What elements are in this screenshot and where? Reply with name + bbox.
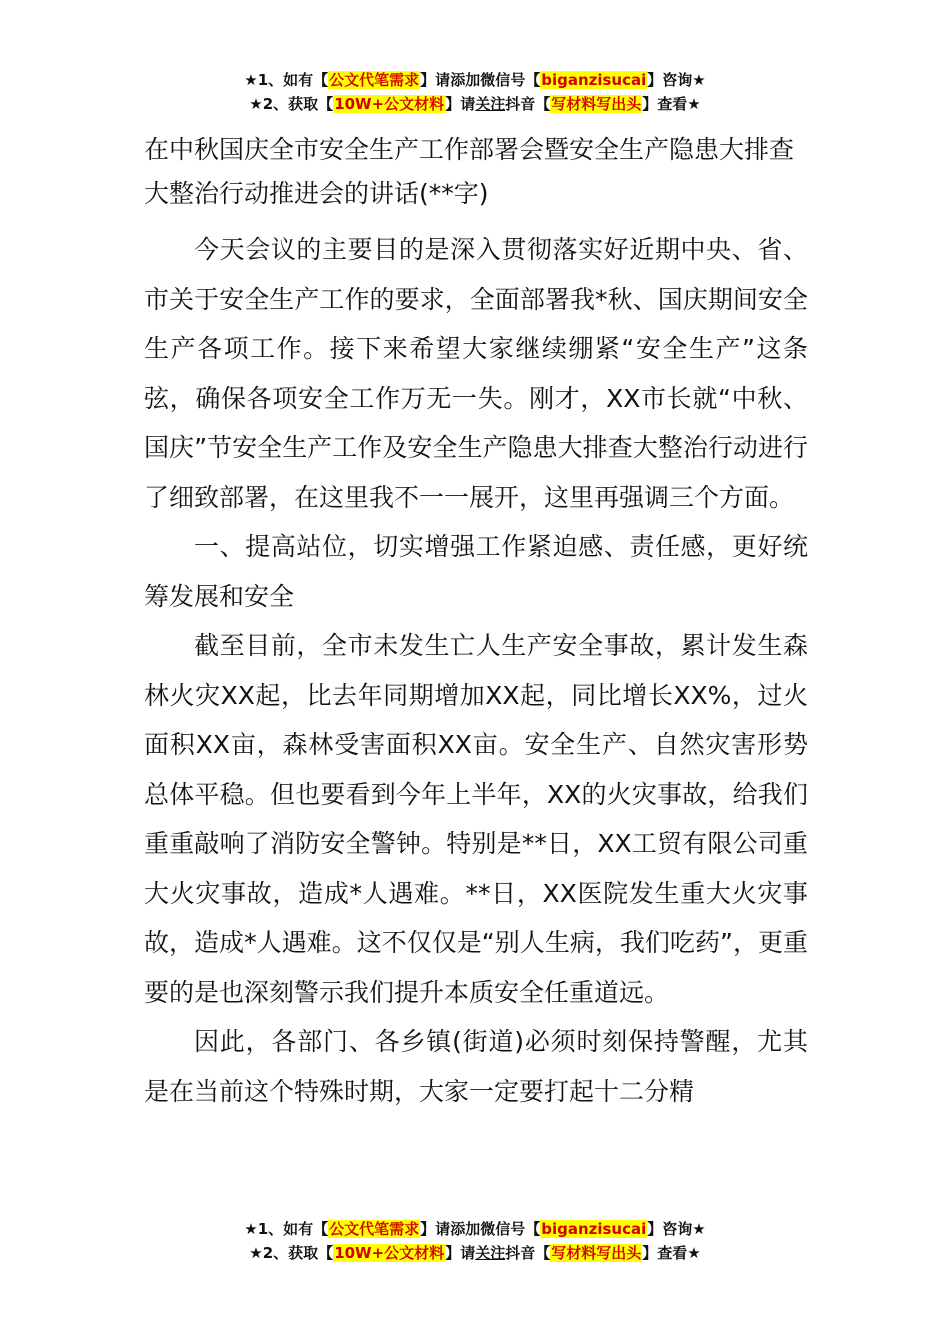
promo-text: ★2、获取【 (249, 95, 334, 113)
promo-emphasis: 添加 (450, 71, 481, 89)
promo-highlight: 公文代笔需求 (329, 71, 420, 89)
promo-text: 抖音【 (505, 95, 551, 113)
paragraph-therefore: 因此，各部门、各乡镇(街道)必须时刻保持警醒，尤其是在当前这个特殊时期，大家一定要打起十二分精 (144, 1027, 808, 1106)
promo-text: 】请 (420, 71, 451, 89)
promo-text: 】请 (420, 1220, 451, 1238)
promo-line-1 (0, 1217, 950, 1241)
section-heading-1: 一、提高站位，切实增强工作紧迫感、责任感，更好统筹发展和安全 (144, 532, 808, 611)
promo-banner-bottom (0, 1217, 950, 1265)
promo-banner-top (0, 68, 950, 116)
promo-emphasis: 添加 (450, 1220, 481, 1238)
promo-text: 微信号【 (480, 71, 541, 89)
promo-text: 】咨询★ (647, 71, 706, 89)
promo-line-2 (0, 1241, 950, 1265)
promo-text: ★1、如有【 (244, 1220, 329, 1238)
promo-text: ★1、如有【 (244, 71, 329, 89)
promo-emphasis: 关注 (475, 95, 506, 113)
promo-text: 】查看★ (642, 95, 701, 113)
promo-text: ★2、获取【 (249, 1244, 334, 1262)
document-body (144, 128, 808, 1116)
promo-line-2 (0, 92, 950, 116)
promo-highlight: 10W+公文材料 (334, 1244, 445, 1262)
document-title: 在中秋国庆全市安全生产工作部署会暨安全生产隐患大排查大整治行动推进会的讲话(**字) (144, 135, 795, 208)
promo-highlight: 公文代笔需求 (329, 1220, 420, 1238)
paragraph-intro: 今天会议的主要目的是深入贯彻落实好近期中央、省、市关于安全生产工作的要求，全面部署我*秋、国庆期间安全生产各项工作。接下来希望大家继续绷紧“安全生产”这条弦，确保各项安全工作万无一失。刚才，XX市长就“中秋、国庆”节安全生产工作及安全生产隐患大排查大整治行动进行了细致部署，在这里我不一一展开，这里再强调三个方面。 (144, 235, 808, 512)
promo-highlight: biganzisucai (541, 1220, 647, 1238)
paragraph-status: 截至目前，全市未发生亡人生产安全事故，累计发生森林火灾XX起，比去年同期增加XX起，同比增长XX%，过火面积XX亩，森林受害面积XX亩。安全生产、自然灾害形势总体平稳。但也要看到今年上半年，XX的火灾事故，给我们重重敲响了消防安全警钟。特别是**日，XX工贸有限公司重大火灾事故，造成*人遇难。**日，XX医院发生重大火灾事故，造成*人遇难。这不仅仅是“别人生病，我们吃药”，更重要的是也深刻警示我们提升本质安全任重道远。 (144, 631, 808, 1007)
promo-emphasis: 关注 (475, 1244, 506, 1262)
promo-text: 】查看★ (642, 1244, 701, 1262)
promo-text: 】请 (445, 95, 476, 113)
promo-text: 微信号【 (480, 1220, 541, 1238)
promo-highlight: 10W+公文材料 (334, 95, 445, 113)
promo-highlight: 写材料写出头 (551, 95, 642, 113)
promo-text: 】咨询★ (647, 1220, 706, 1238)
promo-highlight: biganzisucai (541, 71, 647, 89)
promo-text: 抖音【 (505, 1244, 551, 1262)
promo-highlight: 写材料写出头 (551, 1244, 642, 1262)
promo-line-1 (0, 68, 950, 92)
promo-text: 】请 (445, 1244, 476, 1262)
